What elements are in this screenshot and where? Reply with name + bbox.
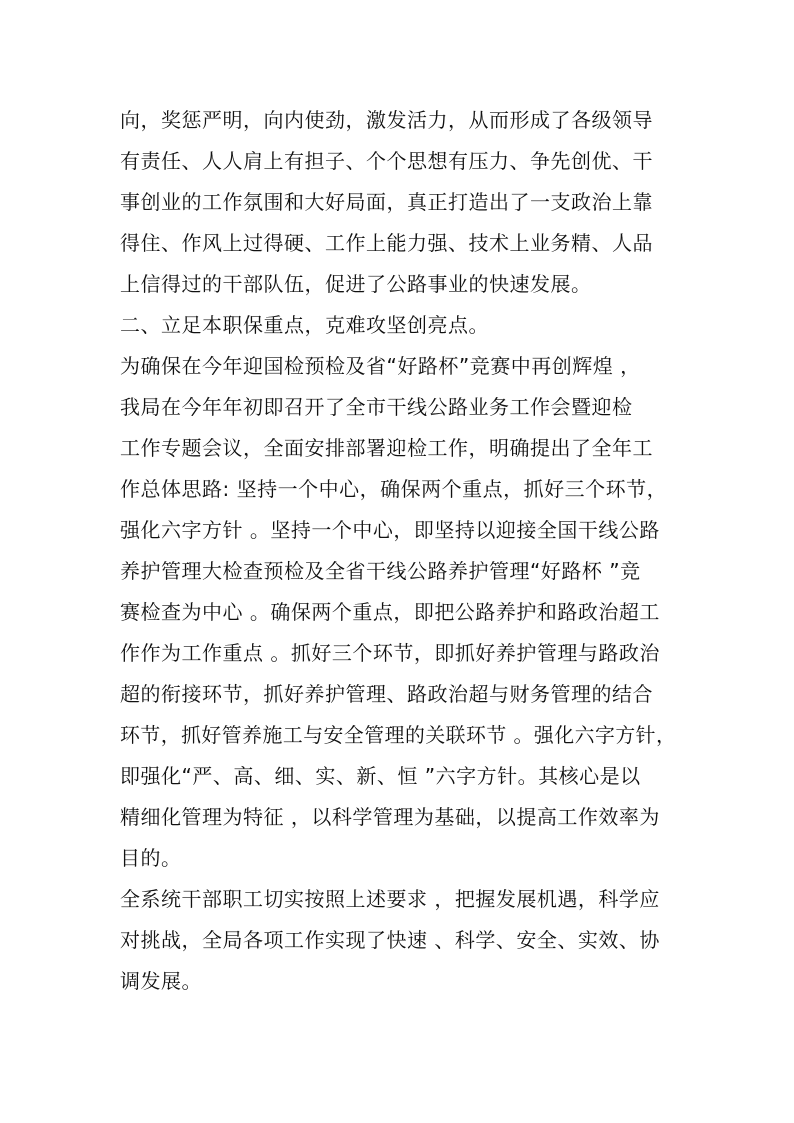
text-line: 上信得过的干部队伍，促进了公路事业的快速发展。 <box>120 272 592 296</box>
text-line: 全系统干部职工切实按照上述要求 ，把握发展机遇，科学应 <box>120 887 660 911</box>
text-line: 目的。 <box>120 846 182 870</box>
text-line: 环节，抓好管养施工与安全管理的关联环节 。强化六字方针， <box>120 723 677 747</box>
text-line: 养护管理大检查预检及全省干线公路养护管理“好路杯 ”竞 <box>120 559 641 583</box>
text-line: 强化六字方针 。坚持一个中心，即坚持以迎接全国干线公路 <box>120 518 660 542</box>
text-line: 向，奖惩严明，向内使劲，激发活力，从而形成了各级领导 <box>120 108 653 132</box>
section-heading: 二、立足本职保重点，克难攻坚创亮点。 <box>120 313 489 337</box>
text-line: 为确保在今年迎国检预检及省“好路杯”竞赛中再创辉煌 ， <box>120 354 641 378</box>
text-line: 精细化管理为特征 ，以科学管理为基础，以提高工作效率为 <box>120 805 660 829</box>
text-line: 得住、作风上过得硬、工作上能力强、技术上业务精、人品 <box>120 231 653 255</box>
text-line: 对挑战，全局各项工作实现了快速 、科学、安全、实效、协 <box>120 928 660 952</box>
text-line: 作作为工作重点 。抓好三个环节，即抓好养护管理与路政治 <box>120 641 660 665</box>
text-line: 超的衔接环节，抓好养护管理、路政治超与财务管理的结合 <box>120 682 653 706</box>
text-line: 我局在今年年初即召开了全市干线公路业务工作会暨迎检 <box>120 395 633 419</box>
text-line: 工作专题会议，全面安排部署迎检工作，明确提出了全年工 <box>120 436 653 460</box>
text-line: 赛检查为中心 。确保两个重点，即把公路养护和路政治超工 <box>120 600 660 624</box>
text-line: 作总体思路: 坚持一个中心，确保两个重点，抓好三个环节， <box>120 477 668 501</box>
text-line: 调发展。 <box>120 969 202 993</box>
text-line: 即强化“严、高、细、实、新、恒 ”六字方针。其核心是以 <box>120 764 641 788</box>
text-line: 有责任、人人肩上有担子、个个思想有压力、争先创优、干 <box>120 149 653 173</box>
text-line: 事创业的工作氛围和大好局面，真正打造出了一支政治上靠 <box>120 190 653 214</box>
